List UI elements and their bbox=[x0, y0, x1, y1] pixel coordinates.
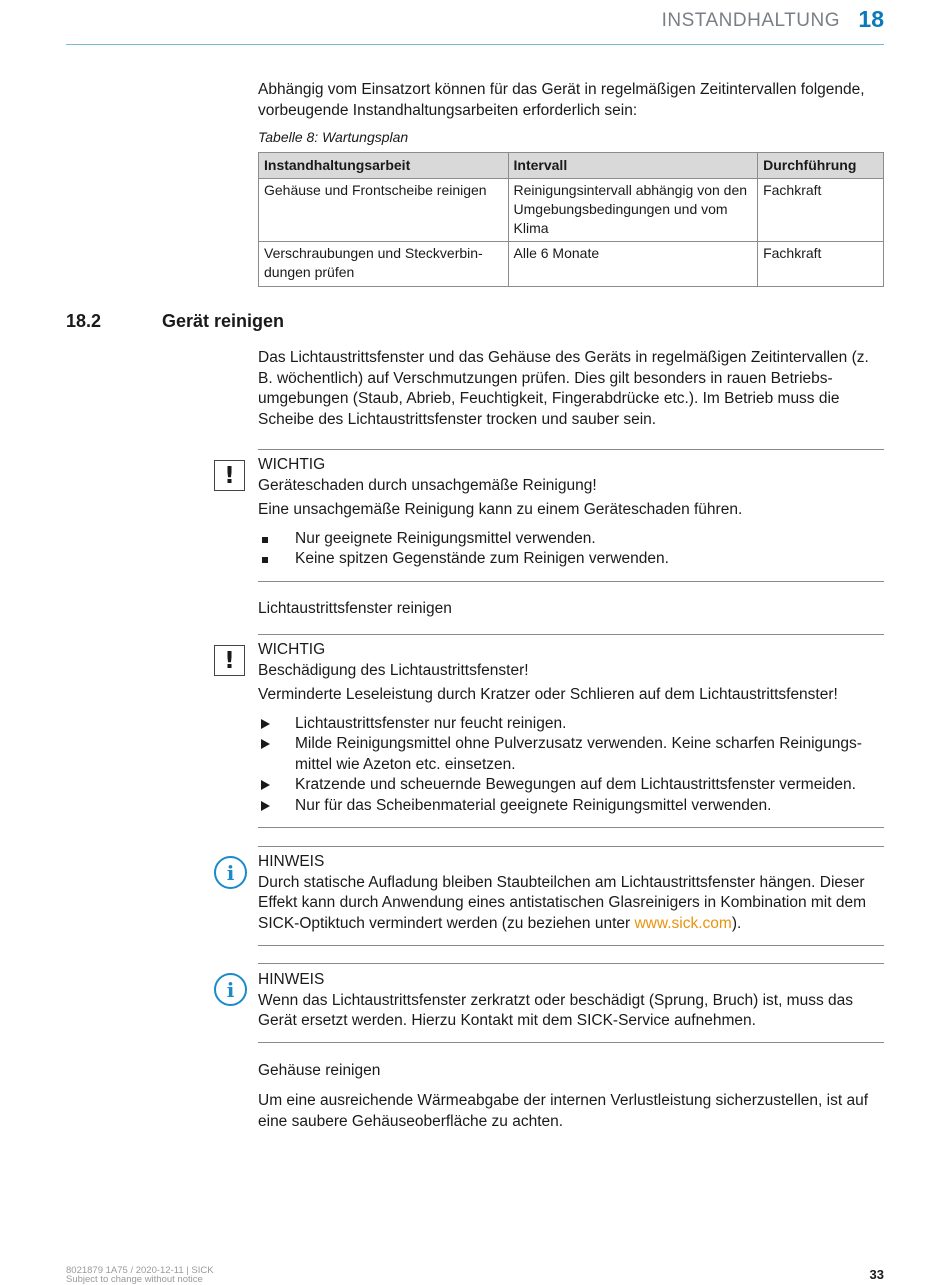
table-cell: Fachkraft bbox=[758, 242, 884, 287]
list-item: Keine spitzen Gegenstände zum Reinigen verwenden. bbox=[258, 549, 884, 570]
maintenance-table bbox=[258, 152, 884, 287]
info-circle-icon: i bbox=[214, 856, 247, 889]
section-title: Gerät reinigen bbox=[162, 311, 285, 331]
list-item: Kratzende und scheuernde Bewegungen auf dem Lichtaustrittsfenster vermeiden. bbox=[258, 775, 884, 796]
notice-label: WICHTIG bbox=[258, 456, 326, 473]
notice-important-2 bbox=[258, 640, 884, 816]
list-item: Lichtaustrittsfenster nur feucht reinigen. bbox=[258, 714, 884, 735]
notice-text: Verminderte Leseleistung durch Kratzer oder Schlieren auf dem Lichtaustrittsfenster! bbox=[258, 686, 838, 703]
section-number: 18.2 bbox=[66, 311, 102, 331]
column-header: Instandhaltungsarbeit bbox=[259, 153, 509, 179]
intro-block bbox=[258, 80, 884, 121]
exclamation-box-icon: ! bbox=[214, 645, 245, 676]
housing-cleaning-body bbox=[258, 1091, 884, 1132]
hint-text bbox=[258, 873, 884, 935]
table-row bbox=[259, 242, 884, 287]
notice-title: Geräteschaden durch unsachgemäße Reinigung! bbox=[258, 476, 597, 494]
notice-important-1 bbox=[258, 455, 884, 570]
table-cell: Fachkraft bbox=[758, 179, 884, 242]
hint-text: Wenn das Lichtaustrittsfenster zerkratzt oder beschädigt (Sprung, Bruch) ist, muss das Gerät ersetzt werden. Hierzu Kontakt mit dem SICK-Service aufnehmen. bbox=[258, 991, 854, 1029]
housing-cleaning-text: Um eine ausreichende Wärmeabgabe der internen Verlustleistung sicherzustellen, ist auf eine saubere Gehäuseoberfläche zu achten. bbox=[258, 1092, 869, 1130]
hint-text-part: ). bbox=[731, 914, 742, 932]
hint-label: HINWEIS bbox=[258, 971, 325, 988]
notice-divider bbox=[258, 581, 884, 582]
hint-label: HINWEIS bbox=[258, 853, 325, 870]
hint-divider bbox=[258, 945, 884, 946]
hint-1 bbox=[258, 852, 884, 934]
section-text: Das Lichtaustrittsfenster und das Gehäuse des Geräts in regelmäßigen Zeitintervallen (z. B. wöchentlich) auf Verschmutzungen prüfen. Dies gilt besonders in rauen Betriebsumgebungen (Staub, Abrieb, Feuchtigkeit, Fingerabdrücke etc.). Im Betrieb muss die Scheibe des Lichtaustrittsfenster trocken und sauber sein. bbox=[258, 349, 869, 428]
footer-disclaimer: Subject to change without notice bbox=[66, 1274, 203, 1285]
column-header: Durchführung bbox=[758, 153, 884, 179]
subheading-housing-cleaning: Gehäuse reinigen bbox=[258, 1062, 381, 1079]
footer-meta bbox=[66, 1266, 214, 1284]
notice-divider bbox=[258, 449, 884, 450]
header-rule bbox=[66, 44, 884, 45]
intro-text: Abhängig vom Einsatzort können für das Gerät in regelmäßigen Zeitintervallen folgende, vorbeugende Instandhaltungsarbeiten erforderlich sein: bbox=[258, 81, 865, 119]
notice-title: Beschädigung des Lichtaustrittsfenster! bbox=[258, 661, 529, 679]
table-cell: Reinigungsintervall abhängig von den Umgebungsbedingungen und vom Klima bbox=[508, 179, 758, 242]
table-cell: Gehäuse und Frontscheibe reinigen bbox=[259, 179, 509, 242]
notice-divider bbox=[258, 634, 884, 635]
table-row bbox=[259, 179, 884, 242]
hint-divider bbox=[258, 963, 884, 964]
table-cell: Alle 6 Monate bbox=[508, 242, 758, 287]
footer-doc-info: 8021879 1A75 / 2020-12-11 | SICK bbox=[66, 1265, 214, 1276]
subheading-window-cleaning: Lichtaustrittsfenster reinigen bbox=[258, 600, 452, 617]
notice-divider bbox=[258, 827, 884, 828]
hint-text-part: Durch statische Aufladung bleiben Staubteilchen am Lichtaustrittsfenster hängen. Dieser Effekt kann durch Anwendung eines antistatischen Glasreinigers in Kombination mit dem SICK-Optiktuch vermindert werden (zu beziehen unter bbox=[258, 873, 867, 932]
hint-2 bbox=[258, 970, 884, 1032]
page-number: 33 bbox=[869, 1267, 884, 1282]
table-cell: Verschraubungen und Steckverbindungen prüfen bbox=[259, 242, 509, 287]
notice-list bbox=[258, 529, 884, 570]
list-item: Nur für das Scheibenmaterial geeignete Reinigungsmittel verwenden. bbox=[258, 796, 884, 817]
exclamation-box-icon: ! bbox=[214, 460, 245, 491]
notice-list bbox=[258, 714, 884, 817]
list-item: Nur geeignete Reinigungsmittel verwenden. bbox=[258, 529, 884, 550]
hint-divider bbox=[258, 1042, 884, 1043]
notice-text: Eine unsachgemäße Reinigung kann zu einem Geräteschaden führen. bbox=[258, 501, 743, 518]
section-body bbox=[258, 348, 884, 430]
hint-divider bbox=[258, 846, 884, 847]
chapter-number: 18 bbox=[858, 6, 884, 32]
chapter-title: INSTANDHALTUNG bbox=[661, 10, 840, 31]
notice-label: WICHTIG bbox=[258, 641, 326, 658]
sick-website-link[interactable]: www.sick.com bbox=[634, 914, 732, 932]
column-header: Intervall bbox=[508, 153, 758, 179]
list-item: Milde Reinigungsmittel ohne Pulverzusatz verwenden. Keine scharfen Reinigungsmittel wie Azeton etc. einsetzen. bbox=[258, 734, 884, 775]
table-caption: Tabelle 8: Wartungsplan bbox=[258, 129, 409, 145]
maintenance-table-wrapper bbox=[258, 152, 884, 287]
info-circle-icon: i bbox=[214, 973, 247, 1006]
table-header-row bbox=[259, 153, 884, 179]
